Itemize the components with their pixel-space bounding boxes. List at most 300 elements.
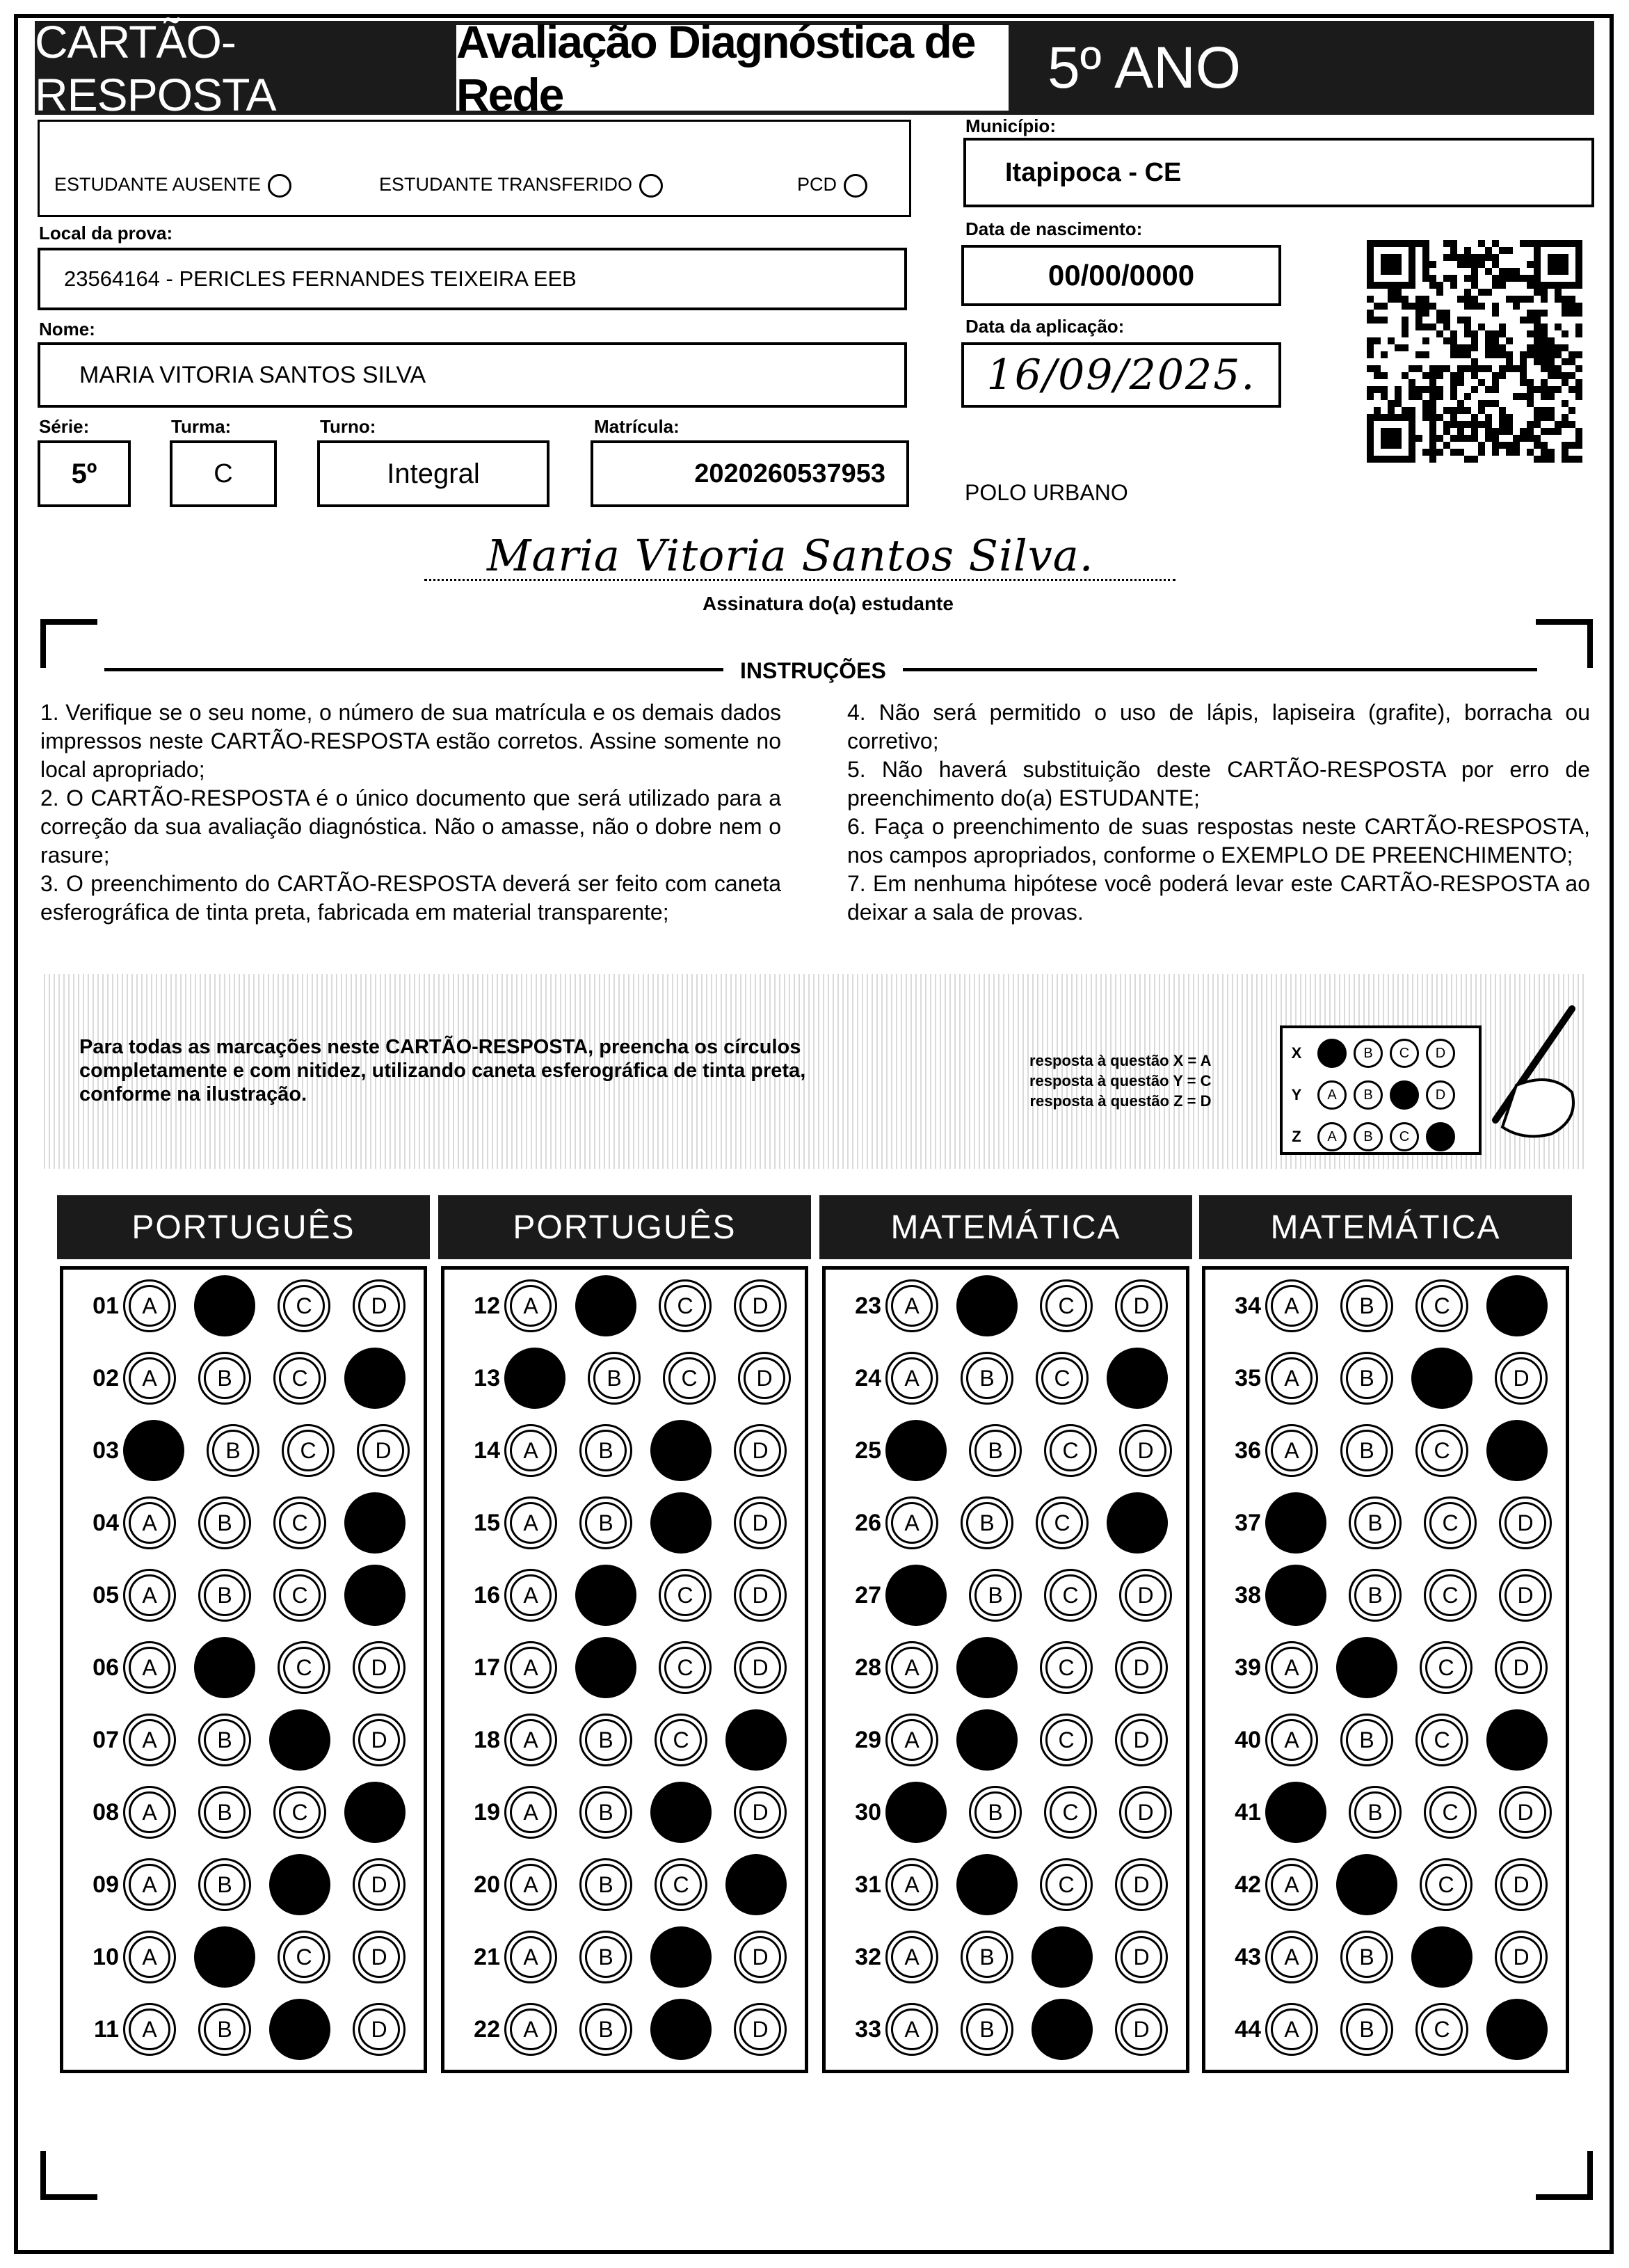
answer-bubble-b[interactable] xyxy=(198,1352,251,1405)
bubble-letter: A xyxy=(129,1357,170,1399)
bubble-letter: C xyxy=(1045,1647,1087,1688)
answer-bubble-a[interactable] xyxy=(885,1565,947,1626)
bubble-letter: B xyxy=(1346,1430,1388,1471)
answer-bubble-c[interactable] xyxy=(1040,1714,1093,1766)
answer-bubble-c[interactable] xyxy=(278,1279,330,1332)
bubble-letter: A xyxy=(1271,2009,1313,2050)
answer-bubble-c[interactable] xyxy=(1044,1786,1097,1839)
answer-bubble-d[interactable] xyxy=(1119,1786,1172,1839)
answer-bubble-b[interactable] xyxy=(1349,1496,1402,1549)
local-label: Local da prova: xyxy=(39,223,173,243)
pcd-option[interactable] xyxy=(797,174,867,198)
absent-checkbox[interactable] xyxy=(268,174,291,198)
answer-bubble-c[interactable] xyxy=(1424,1786,1477,1839)
answer-bubble-c[interactable] xyxy=(1040,1279,1093,1332)
bubble-letter: A xyxy=(129,1647,170,1688)
corner-mark-bottom-left xyxy=(40,2151,97,2200)
example-bubble xyxy=(1426,1122,1455,1151)
serie-label: Série: xyxy=(39,416,90,437)
application-field: 16/09/2025. xyxy=(961,342,1281,408)
question-row xyxy=(451,1857,787,1912)
answer-bubble-b[interactable] xyxy=(1340,1714,1393,1766)
answer-bubble-b[interactable] xyxy=(1340,1931,1393,1983)
question-row xyxy=(1212,1784,1552,1840)
answer-bubble-d[interactable] xyxy=(353,1641,406,1694)
answer-bubble-d[interactable] xyxy=(1115,1931,1168,1983)
question-number: 02 xyxy=(93,1364,119,1391)
answer-bubble-c[interactable] xyxy=(282,1424,335,1477)
question-number: 01 xyxy=(93,1292,119,1319)
answer-bubble-a[interactable] xyxy=(504,1279,557,1332)
answer-bubble-a[interactable] xyxy=(885,1279,938,1332)
answer-bubble-c[interactable] xyxy=(659,1641,712,1694)
answer-bubble-d[interactable] xyxy=(734,1496,787,1549)
answer-bubble-b[interactable] xyxy=(198,1496,251,1549)
bubble-letter: A xyxy=(1271,1647,1313,1688)
answer-bubble-a[interactable] xyxy=(504,1424,557,1477)
bubble-letter: A xyxy=(129,1719,170,1761)
answer-bubble-d[interactable] xyxy=(734,1641,787,1694)
question-row xyxy=(1212,1640,1548,1695)
bubble-letter: A xyxy=(510,1574,552,1616)
answer-bubble-c[interactable] xyxy=(659,1569,712,1622)
answer-bubble-b[interactable] xyxy=(956,1637,1018,1698)
answer-bubble-c[interactable] xyxy=(650,1999,712,2060)
answer-bubble-d[interactable] xyxy=(1486,1420,1548,1481)
answer-bubble-d[interactable] xyxy=(1107,1492,1168,1554)
question-number: 36 xyxy=(1235,1437,1261,1464)
application-label: Data da aplicação: xyxy=(965,316,1125,337)
answer-bubble-b[interactable] xyxy=(961,2003,1013,2056)
answer-bubble-a[interactable] xyxy=(885,1782,947,1843)
answer-bubble-d[interactable] xyxy=(734,1424,787,1477)
bubble-letter: D xyxy=(358,1864,400,1906)
answer-bubble-d[interactable] xyxy=(1119,1569,1172,1622)
question-number: 32 xyxy=(855,1943,881,1970)
answer-bubble-a[interactable] xyxy=(885,1420,947,1481)
bubble-letter: D xyxy=(739,1430,781,1471)
question-row xyxy=(833,1423,1172,1478)
answer-bubble-a[interactable] xyxy=(1265,1565,1326,1626)
answer-bubble-c[interactable] xyxy=(650,1782,712,1843)
answer-bubble-a[interactable] xyxy=(123,1931,176,1983)
bubble-letter: D xyxy=(1121,1647,1162,1688)
bubble-letter: B xyxy=(585,1430,627,1471)
question-number: 25 xyxy=(855,1437,881,1464)
answer-bubble-b[interactable] xyxy=(588,1352,641,1405)
bubble-letter: C xyxy=(1045,1864,1087,1906)
question-row xyxy=(70,1784,406,1840)
answer-bubble-c[interactable] xyxy=(655,1858,707,1911)
answer-bubble-b[interactable] xyxy=(575,1565,636,1626)
answer-bubble-a[interactable] xyxy=(1265,1492,1326,1554)
answer-bubble-a[interactable] xyxy=(123,1714,176,1766)
answer-bubble-c[interactable] xyxy=(1415,1714,1468,1766)
bubble-letter: B xyxy=(585,1791,627,1833)
bubble-letter: D xyxy=(739,1574,781,1616)
answer-bubble-c[interactable] xyxy=(269,1709,330,1771)
answer-bubble-c[interactable] xyxy=(1411,1926,1472,1988)
bubble-letter: B xyxy=(585,1864,627,1906)
answer-bubble-b[interactable] xyxy=(1336,1637,1397,1698)
bubble-letter: A xyxy=(1271,1936,1313,1978)
answer-bubble-a[interactable] xyxy=(123,1641,176,1694)
answer-bubble-d[interactable] xyxy=(725,1709,787,1771)
example-bubble: C xyxy=(1390,1039,1419,1068)
turma-label: Turma: xyxy=(171,416,232,437)
answer-bubble-a[interactable] xyxy=(885,1931,938,1983)
answer-bubble-b[interactable] xyxy=(1340,1424,1393,1477)
bubble-letter: A xyxy=(510,1936,552,1978)
answer-bubble-b[interactable] xyxy=(969,1569,1022,1622)
answer-bubble-d[interactable] xyxy=(353,2003,406,2056)
answer-bubble-b[interactable] xyxy=(579,1496,632,1549)
bubble-letter: C xyxy=(660,1719,702,1761)
answer-bubble-d[interactable] xyxy=(738,1352,791,1405)
question-row xyxy=(833,1567,1172,1623)
question-number: 38 xyxy=(1235,1581,1261,1608)
bubble-letter: C xyxy=(1421,1719,1463,1761)
answer-bubble-b[interactable] xyxy=(579,1931,632,1983)
answer-bubble-d[interactable] xyxy=(1495,1931,1548,1983)
answer-bubble-a[interactable] xyxy=(1265,1858,1318,1911)
bubble-letter: A xyxy=(891,1936,933,1978)
answer-bubble-c[interactable] xyxy=(650,1926,712,1988)
answer-bubble-b[interactable] xyxy=(579,1858,632,1911)
answer-bubble-c[interactable] xyxy=(1040,1641,1093,1694)
answer-bubble-c[interactable] xyxy=(269,1999,330,2060)
answer-bubble-d[interactable] xyxy=(734,1786,787,1839)
question-row xyxy=(1212,1423,1548,1478)
bubble-letter: C xyxy=(283,1647,325,1688)
matricula-field: 2020260537953 xyxy=(591,440,909,507)
bubble-letter: A xyxy=(510,1791,552,1833)
answer-bubble-a[interactable] xyxy=(885,1714,938,1766)
answer-bubble-b[interactable] xyxy=(1349,1786,1402,1839)
answer-bubble-c[interactable] xyxy=(269,1854,330,1915)
answer-bubble-c[interactable] xyxy=(1415,2003,1468,2056)
question-number: 40 xyxy=(1235,1726,1261,1753)
bubble-letter: A xyxy=(1271,1719,1313,1761)
example-row-label: Z xyxy=(1292,1128,1301,1145)
answer-bubble-c[interactable] xyxy=(278,1641,330,1694)
answer-bubble-a[interactable] xyxy=(504,1496,557,1549)
bubble-letter: A xyxy=(891,2009,933,2050)
exam-title: Avaliação Diagnóstica de Rede xyxy=(452,21,1013,115)
transferred-option[interactable] xyxy=(379,174,663,198)
bubble-letter: D xyxy=(1500,1864,1542,1906)
example-bubble: C xyxy=(1390,1122,1419,1151)
answer-bubble-b[interactable] xyxy=(969,1786,1022,1839)
bubble-letter: D xyxy=(1504,1502,1546,1544)
answer-bubble-a[interactable] xyxy=(1265,1352,1318,1405)
answer-bubble-d[interactable] xyxy=(734,1931,787,1983)
answer-bubble-b[interactable] xyxy=(198,2003,251,2056)
answer-bubble-b[interactable] xyxy=(575,1637,636,1698)
question-row xyxy=(1212,1278,1548,1334)
answer-bubble-b[interactable] xyxy=(961,1496,1013,1549)
answer-bubble-a[interactable] xyxy=(885,1352,938,1405)
example-row xyxy=(1283,1117,1455,1156)
question-row xyxy=(451,1784,787,1840)
answer-bubble-c[interactable] xyxy=(1420,1641,1472,1694)
question-number: 15 xyxy=(474,1509,500,1536)
answer-bubble-b[interactable] xyxy=(579,1424,632,1477)
answer-bubble-d[interactable] xyxy=(1115,1858,1168,1911)
answer-bubble-c[interactable] xyxy=(1032,1999,1093,2060)
answer-bubble-a[interactable] xyxy=(123,1420,184,1481)
answer-bubble-d[interactable] xyxy=(1499,1496,1552,1549)
question-row xyxy=(1212,1712,1548,1768)
answer-bubble-c[interactable] xyxy=(655,1714,707,1766)
answer-bubble-d[interactable] xyxy=(353,1858,406,1911)
answer-bubble-a[interactable] xyxy=(1265,1931,1318,1983)
bubble-letter: C xyxy=(1050,1574,1091,1616)
bubble-letter: B xyxy=(974,1791,1016,1833)
answer-bubble-d[interactable] xyxy=(1115,2003,1168,2056)
answer-bubble-b[interactable] xyxy=(969,1424,1022,1477)
instruction-7: 7. Em nenhuma hipótese você poderá levar este CARTÃO-RESPOSTA ao deixar a sala de provas. xyxy=(847,871,1590,925)
answer-bubble-a[interactable] xyxy=(885,1641,938,1694)
answer-bubble-d[interactable] xyxy=(353,1931,406,1983)
answer-bubble-b[interactable] xyxy=(956,1854,1018,1915)
answer-bubble-a[interactable] xyxy=(504,1858,557,1911)
card-title: CARTÃO-RESPOSTA xyxy=(35,21,452,115)
answer-bubble-c[interactable] xyxy=(1032,1926,1093,1988)
answer-bubble-d[interactable] xyxy=(353,1279,406,1332)
answer-bubble-a[interactable] xyxy=(123,1858,176,1911)
answer-bubble-a[interactable] xyxy=(504,1786,557,1839)
answer-bubble-b[interactable] xyxy=(1340,2003,1393,2056)
answer-bubble-d[interactable] xyxy=(353,1714,406,1766)
example-legend xyxy=(1029,1051,1211,1111)
answer-bubble-a[interactable] xyxy=(123,1786,176,1839)
answer-bubble-a[interactable] xyxy=(123,1496,176,1549)
answer-bubble-b[interactable] xyxy=(198,1714,251,1766)
answer-bubble-b[interactable] xyxy=(194,1275,255,1336)
bubble-letter: B xyxy=(204,1791,246,1833)
bubble-letter: C xyxy=(1041,1502,1083,1544)
answer-bubble-b[interactable] xyxy=(194,1926,255,1988)
answer-bubble-d[interactable] xyxy=(1495,1641,1548,1694)
answer-bubble-a[interactable] xyxy=(885,2003,938,2056)
instructions-right xyxy=(847,698,1590,927)
bubble-letter: D xyxy=(1121,1285,1162,1327)
subject-header: MATEMÁTICA xyxy=(819,1195,1192,1259)
bubble-letter: D xyxy=(1125,1791,1166,1833)
answer-bubble-c[interactable] xyxy=(1036,1496,1089,1549)
answer-bubble-d[interactable] xyxy=(725,1854,787,1915)
bubble-letter: C xyxy=(1429,1574,1471,1616)
bubble-letter: B xyxy=(966,2009,1008,2050)
answer-bubble-a[interactable] xyxy=(1265,2003,1318,2056)
question-number: 31 xyxy=(855,1871,881,1898)
answer-bubble-a[interactable] xyxy=(123,1279,176,1332)
question-row xyxy=(70,1712,406,1768)
answer-bubble-c[interactable] xyxy=(650,1492,712,1554)
answer-bubble-c[interactable] xyxy=(1040,1858,1093,1911)
answer-bubble-d[interactable] xyxy=(1495,1858,1548,1911)
answer-bubble-d[interactable] xyxy=(344,1492,406,1554)
bubble-letter: B xyxy=(212,1430,254,1471)
answer-bubble-d[interactable] xyxy=(1119,1424,1172,1477)
answer-bubble-a[interactable] xyxy=(1265,1641,1318,1694)
answer-bubble-b[interactable] xyxy=(579,1786,632,1839)
answer-bubble-a[interactable] xyxy=(1265,1424,1318,1477)
answer-bubble-b[interactable] xyxy=(575,1275,636,1336)
answer-bubble-b[interactable] xyxy=(194,1637,255,1698)
answer-bubble-a[interactable] xyxy=(123,1352,176,1405)
answer-bubble-c[interactable] xyxy=(659,1279,712,1332)
bubble-letter: B xyxy=(1346,1719,1388,1761)
absent-option[interactable] xyxy=(54,174,291,198)
bubble-letter: C xyxy=(1429,1791,1471,1833)
question-number: 16 xyxy=(474,1581,500,1608)
answer-bubble-d[interactable] xyxy=(1107,1348,1168,1409)
bubble-letter: B xyxy=(1346,1357,1388,1399)
bubble-letter: D xyxy=(358,2009,400,2050)
answer-bubble-d[interactable] xyxy=(344,1348,406,1409)
question-number: 26 xyxy=(855,1509,881,1536)
answer-bubble-c[interactable] xyxy=(1415,1424,1468,1477)
flags-box xyxy=(38,120,911,217)
answer-bubble-d[interactable] xyxy=(734,2003,787,2056)
answer-bubble-c[interactable] xyxy=(273,1352,326,1405)
corner-mark-top-left xyxy=(40,619,97,668)
question-number: 28 xyxy=(855,1654,881,1681)
answer-bubble-a[interactable] xyxy=(504,1714,557,1766)
answer-bubble-d[interactable] xyxy=(1499,1569,1552,1622)
turma-field: C xyxy=(170,440,277,507)
answer-bubble-c[interactable] xyxy=(1420,1858,1472,1911)
bubble-letter: D xyxy=(739,1647,781,1688)
answer-bubble-a[interactable] xyxy=(885,1496,938,1549)
absent-label: ESTUDANTE AUSENTE xyxy=(54,174,262,195)
question-number: 43 xyxy=(1235,1943,1261,1970)
answer-bubble-c[interactable] xyxy=(1424,1496,1477,1549)
answer-bubble-c[interactable] xyxy=(1044,1424,1097,1477)
answer-bubble-c[interactable] xyxy=(273,1786,326,1839)
question-number: 44 xyxy=(1235,2015,1261,2043)
bubble-letter: A xyxy=(891,1719,933,1761)
bubble-letter: C xyxy=(287,1430,329,1471)
bubble-letter: D xyxy=(358,1647,400,1688)
bubble-letter: B xyxy=(1354,1574,1396,1616)
answer-bubble-d[interactable] xyxy=(344,1565,406,1626)
bubble-letter: A xyxy=(129,1936,170,1978)
birth-field: 00/00/0000 xyxy=(961,245,1281,306)
answer-bubble-a[interactable] xyxy=(1265,1279,1318,1332)
answer-bubble-b[interactable] xyxy=(1340,1279,1393,1332)
answer-bubble-d[interactable] xyxy=(1486,1709,1548,1771)
answer-bubble-a[interactable] xyxy=(123,1569,176,1622)
question-number: 22 xyxy=(474,2015,500,2043)
answer-bubble-b[interactable] xyxy=(1349,1569,1402,1622)
grade-label: 5º ANO xyxy=(1013,21,1594,115)
bubble-letter: D xyxy=(1125,1430,1166,1471)
answer-bubble-a[interactable] xyxy=(504,1348,565,1409)
answer-bubble-a[interactable] xyxy=(504,2003,557,2056)
answer-bubble-b[interactable] xyxy=(961,1352,1013,1405)
answer-bubble-d[interactable] xyxy=(1115,1279,1168,1332)
answer-bubble-c[interactable] xyxy=(1415,1279,1468,1332)
answer-bubble-c[interactable] xyxy=(1036,1352,1089,1405)
legend-z: resposta à questão Z = D xyxy=(1029,1092,1212,1110)
instructions-left xyxy=(40,698,781,927)
answer-bubble-d[interactable] xyxy=(1486,1275,1548,1336)
answer-bubble-a[interactable] xyxy=(504,1641,557,1694)
answer-bubble-b[interactable] xyxy=(207,1424,259,1477)
answer-bubble-d[interactable] xyxy=(734,1279,787,1332)
bubble-letter: D xyxy=(1500,1647,1542,1688)
answer-bubble-d[interactable] xyxy=(1115,1641,1168,1694)
answer-bubble-b[interactable] xyxy=(1336,1854,1397,1915)
bubble-letter: D xyxy=(739,1936,781,1978)
answer-bubble-c[interactable] xyxy=(273,1569,326,1622)
answer-bubble-a[interactable] xyxy=(504,1931,557,1983)
answer-bubble-a[interactable] xyxy=(123,2003,176,2056)
question-number: 12 xyxy=(474,1292,500,1319)
answer-bubble-d[interactable] xyxy=(1499,1786,1552,1839)
answer-bubble-c[interactable] xyxy=(273,1496,326,1549)
example-bubble xyxy=(1317,1039,1347,1068)
answer-bubble-b[interactable] xyxy=(956,1709,1018,1771)
answer-bubble-d[interactable] xyxy=(1486,1999,1548,2060)
bubble-letter: A xyxy=(129,1285,170,1327)
question-row xyxy=(1212,1929,1548,1985)
answer-bubble-d[interactable] xyxy=(357,1424,410,1477)
pcd-checkbox[interactable] xyxy=(844,174,867,198)
answer-bubble-c[interactable] xyxy=(1411,1348,1472,1409)
answer-bubble-b[interactable] xyxy=(198,1858,251,1911)
answer-bubble-c[interactable] xyxy=(1424,1569,1477,1622)
answer-bubble-b[interactable] xyxy=(956,1275,1018,1336)
question-row xyxy=(1212,1567,1552,1623)
answer-bubble-d[interactable] xyxy=(734,1569,787,1622)
answer-bubble-c[interactable] xyxy=(650,1420,712,1481)
bubble-letter: B xyxy=(1346,1936,1388,1978)
bubble-letter: D xyxy=(739,2009,781,2050)
subject-header: PORTUGUÊS xyxy=(438,1195,811,1259)
answer-bubble-a[interactable] xyxy=(504,1569,557,1622)
answer-bubble-d[interactable] xyxy=(1115,1714,1168,1766)
answer-bubble-b[interactable] xyxy=(579,1714,632,1766)
example-bubble: D xyxy=(1426,1039,1455,1068)
answer-bubble-b[interactable] xyxy=(1340,1352,1393,1405)
answer-bubble-b[interactable] xyxy=(961,1931,1013,1983)
answer-bubble-b[interactable] xyxy=(198,1786,251,1839)
answer-bubble-d[interactable] xyxy=(1495,1352,1548,1405)
bubble-letter: B xyxy=(585,1936,627,1978)
answer-bubble-c[interactable] xyxy=(663,1352,716,1405)
answer-bubble-a[interactable] xyxy=(885,1858,938,1911)
bubble-letter: A xyxy=(891,1864,933,1906)
answer-bubble-a[interactable] xyxy=(1265,1782,1326,1843)
qr-code-icon xyxy=(1367,240,1582,463)
example-bubble xyxy=(1390,1080,1419,1110)
question-row xyxy=(70,1495,406,1551)
answer-bubble-b[interactable] xyxy=(579,2003,632,2056)
answer-bubble-c[interactable] xyxy=(1044,1569,1097,1622)
answer-bubble-a[interactable] xyxy=(1265,1714,1318,1766)
answer-bubble-c[interactable] xyxy=(278,1931,330,1983)
example-bubble: B xyxy=(1354,1039,1383,1068)
transferred-checkbox[interactable] xyxy=(639,174,663,198)
answer-bubble-b[interactable] xyxy=(198,1569,251,1622)
bubble-letter: B xyxy=(966,1936,1008,1978)
answer-bubble-d[interactable] xyxy=(344,1782,406,1843)
question-number: 03 xyxy=(93,1437,119,1464)
